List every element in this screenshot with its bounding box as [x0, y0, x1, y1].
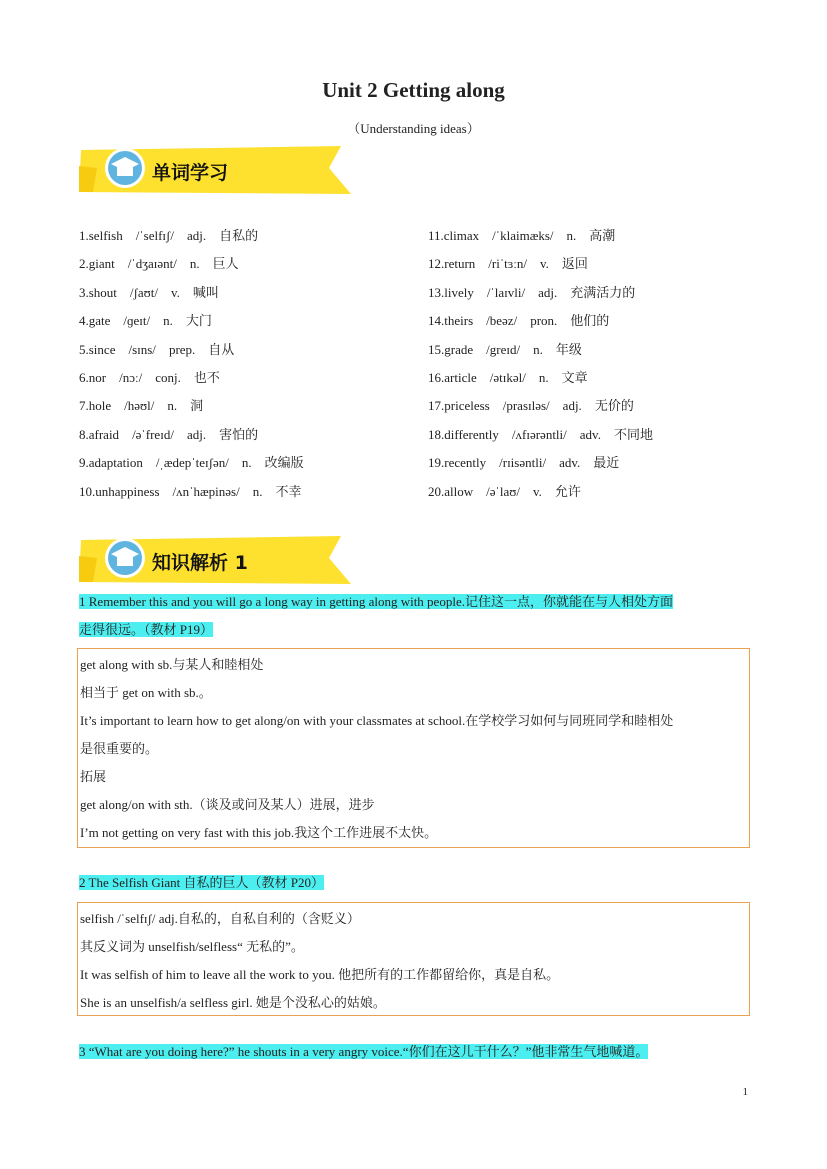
vocab-pos: n.	[167, 398, 178, 414]
vocab-item	[428, 312, 666, 340]
vocab-mean: 返回	[561, 256, 588, 272]
vocab-word: 8.afraid	[79, 426, 120, 442]
vocab-word: 17.priceless	[428, 398, 490, 414]
vocab-phon: /beəz/	[486, 313, 518, 329]
vocab-word: 5.since	[79, 341, 116, 357]
vocab-phon: /ˈselfɪʃ/	[135, 228, 174, 243]
page-subtitle: （Understanding ideas）	[347, 121, 480, 136]
vocab-phon: /ˈlaɪvli/	[486, 284, 526, 300]
note-2-heading-text: 2 The Selfish Giant 自私的巨人（教材 P20）	[79, 875, 324, 890]
vocab-item	[79, 397, 317, 425]
vocab-pos: adj.	[562, 398, 582, 414]
vocab-item	[79, 227, 317, 255]
note-3-heading	[79, 1038, 648, 1066]
section-title-knowledge: 知识解析 1	[152, 552, 248, 574]
vocab-pos: adv.	[579, 426, 601, 442]
vocab-mean: 允许	[554, 483, 581, 499]
note-1-line: get along/on with sth.（谈及或问及某人）进展，进步	[80, 797, 375, 812]
vocab-word: 1.selfish	[79, 228, 123, 243]
vocab-word: 19.recently	[428, 455, 487, 471]
vocab-word: 3.shout	[79, 284, 117, 300]
vocab-item	[428, 426, 666, 454]
vocab-item	[79, 426, 317, 454]
vocab-phon: /rɪisəntli/	[499, 455, 547, 471]
vocab-mean: 文章	[561, 369, 588, 385]
vocab-pos: n.	[566, 228, 577, 243]
vocab-item	[428, 341, 666, 369]
vocab-word: 9.adaptation	[79, 455, 143, 471]
vocab-phon: /ˈklaimæks/	[492, 228, 554, 243]
note-1-box	[77, 648, 750, 848]
vocab-item	[79, 255, 317, 283]
vocab-word: 18.differently	[428, 426, 499, 442]
vocab-item	[428, 369, 666, 397]
page-title: Unit 2 Getting along	[322, 78, 505, 102]
vocab-pos: n.	[533, 341, 543, 357]
vocab-list-right	[428, 227, 666, 511]
note-1-heading-line1: 1 Remember this and you will go a long way in getting along with people.记住这一点，你就能在与人相处方面	[79, 594, 673, 609]
vocab-item	[79, 284, 317, 312]
vocab-pos: conj.	[155, 369, 181, 385]
vocab-pos: n.	[241, 455, 252, 471]
vocab-phon: /nɔː/	[119, 369, 143, 385]
vocab-item	[428, 454, 666, 482]
note-1-heading-line2: 走得很远。（教材 P19）	[79, 622, 213, 637]
vocab-mean: 害怕的	[219, 426, 259, 442]
vocab-item	[428, 255, 666, 283]
vocab-list-left	[79, 227, 317, 511]
vocab-phon: /ɡeɪt/	[123, 313, 151, 329]
section-banner-knowledge	[79, 536, 351, 586]
vocab-item	[79, 454, 317, 482]
note-3-heading-text: 3 “What are you doing here?” he shouts in a very angry voice.“你们在这儿干什么？”他非常生气地喊道。	[79, 1044, 649, 1059]
vocab-pos: pron.	[530, 313, 558, 329]
note-1-heading	[79, 588, 673, 644]
vocab-mean: 最近	[593, 455, 620, 471]
note-1-line: 相当于 get on with sb.。	[80, 685, 212, 700]
vocab-phon: /həʊl/	[124, 398, 155, 414]
vocab-mean: 喊叫	[192, 284, 219, 300]
vocab-mean: 也不	[193, 369, 220, 385]
note-1-line: 拓展	[80, 769, 107, 784]
vocab-phon: /ətɪkəl/	[489, 369, 526, 385]
note-2-line: selfish /ˈselfɪʃ/ adj.自私的，自私自利的（含贬义）	[80, 911, 360, 926]
vocab-pos: v.	[539, 256, 549, 272]
vocab-word: 14.theirs	[428, 313, 474, 329]
vocab-item	[428, 483, 666, 511]
vocab-mean: 大门	[185, 313, 212, 329]
vocab-word: 11.climax	[428, 228, 480, 243]
vocab-word: 16.article	[428, 369, 477, 385]
vocab-mean: 自从	[208, 341, 235, 357]
vocab-phon: /ˈdʒaɪənt/	[127, 256, 177, 272]
vocab-phon: /ˌædepˈteɪʃən/	[155, 455, 229, 471]
vocab-phon: /əˈlaʊ/	[486, 483, 520, 499]
vocab-pos: v.	[532, 483, 542, 499]
vocab-item	[428, 227, 666, 255]
vocab-pos: adj.	[538, 284, 558, 300]
note-2-heading	[79, 869, 324, 897]
vocab-pos: n.	[189, 256, 200, 272]
vocab-pos: n.	[163, 313, 173, 329]
vocab-phon: /greɪd/	[486, 341, 521, 357]
vocab-item	[428, 284, 666, 312]
vocab-phon: /ʌfɪərəntli/	[511, 426, 567, 442]
vocab-word: 15.grade	[428, 341, 474, 357]
vocab-pos: n.	[252, 483, 263, 499]
vocab-phon: /əˈfreɪd/	[132, 426, 174, 442]
vocab-phon: /sɪns/	[128, 341, 156, 357]
vocab-mean: 洞	[190, 398, 204, 414]
note-1-line: 是很重要的。	[80, 741, 159, 756]
vocab-mean: 充满活力的	[570, 284, 636, 300]
vocab-mean: 他们的	[570, 313, 610, 329]
note-1-line: I’m not getting on very fast with this job.我这个工作进展不太快。	[80, 825, 438, 840]
section-banner-vocab	[79, 146, 351, 196]
vocab-mean: 自私的	[219, 228, 259, 243]
vocab-mean: 不同地	[613, 426, 653, 442]
vocab-pos: prep.	[168, 341, 196, 357]
vocab-word: 12.return	[428, 256, 476, 272]
vocab-phon: /ʃaʊt/	[129, 284, 158, 300]
note-2-box	[77, 902, 750, 1016]
vocab-mean: 无价的	[594, 398, 634, 414]
vocab-pos: v.	[171, 284, 180, 300]
vocab-word: 7.hole	[79, 398, 112, 414]
vocab-pos: n.	[538, 369, 549, 385]
graduation-cap-icon	[101, 146, 151, 196]
vocab-item	[428, 397, 666, 425]
note-1-line: It’s important to learn how to get along/on with your classmates at school.在学校学习如何与同班同学和睦相处	[80, 713, 674, 728]
graduation-cap-icon	[101, 536, 151, 586]
vocab-word: 6.nor	[79, 369, 107, 385]
vocab-item	[79, 369, 317, 397]
vocab-mean: 巨人	[212, 256, 239, 272]
note-2-line: She is an unselfish/a selfless girl. 她是个没私心的姑娘。	[80, 995, 386, 1010]
vocab-word: 10.unhappiness	[79, 483, 160, 499]
vocab-mean: 改编版	[264, 455, 304, 471]
note-2-line: 其反义词为 unselfish/selfless“ 无私的”。	[80, 939, 304, 954]
vocab-pos: adj.	[186, 228, 207, 243]
vocab-phon: /prasɪləs/	[502, 398, 550, 414]
vocab-word: 2.giant	[79, 256, 115, 272]
vocab-word: 4.gate	[79, 313, 111, 329]
vocab-item	[79, 341, 317, 369]
vocab-word: 13.lively	[428, 284, 474, 300]
section-title-vocab: 单词学习	[152, 162, 229, 184]
note-2-line: It was selfish of him to leave all the work to you. 他把所有的工作都留给你，真是自私。	[80, 967, 560, 982]
vocab-item	[79, 483, 317, 511]
vocab-mean: 高潮	[589, 228, 616, 243]
vocab-word: 20.allow	[428, 483, 474, 499]
vocab-pos: adj.	[186, 426, 207, 442]
vocab-phon: /ʌnˈhæpinəs/	[172, 483, 240, 499]
note-1-line: get along with sb.与某人和睦相处	[80, 657, 264, 672]
vocab-item	[79, 312, 317, 340]
vocab-mean: 不幸	[275, 483, 302, 499]
vocab-phon: /riˈtɜːn/	[488, 256, 527, 272]
vocab-pos: adv.	[559, 455, 581, 471]
page-number: 1	[742, 1086, 748, 1098]
vocab-mean: 年级	[555, 341, 582, 357]
